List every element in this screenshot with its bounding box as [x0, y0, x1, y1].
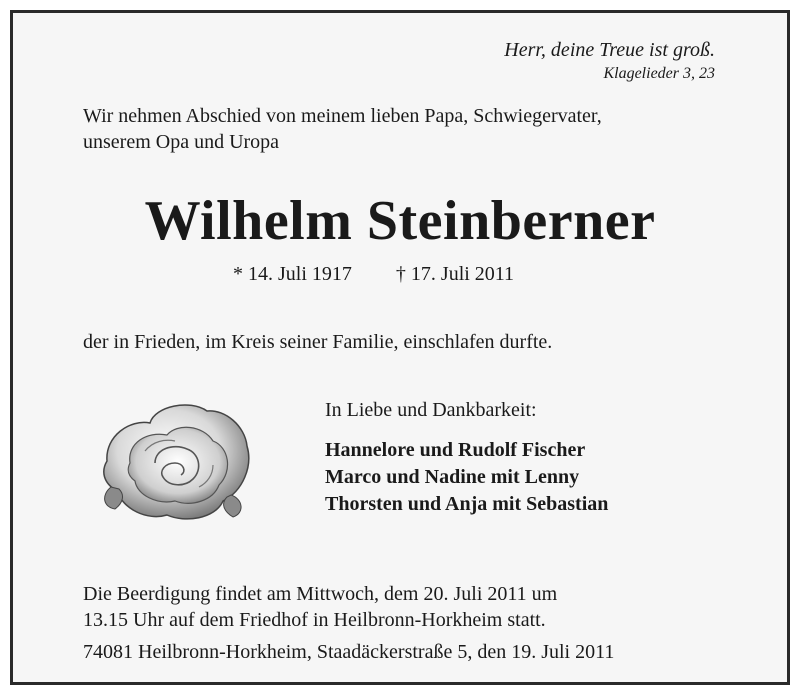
deceased-name: Wilhelm Steinberner [144, 190, 656, 252]
mourner-name: Thorsten und Anja mit Sebastian [325, 493, 609, 515]
place-date: 74081 Heilbronn-Horkheim, Staadäckerstraße 5, den 19. Juli 2011 [83, 641, 615, 663]
obituary-frame [10, 10, 790, 685]
verse-reference: Klagelieder 3, 23 [603, 65, 715, 82]
funeral-line: 13.15 Uhr auf dem Friedhof in Heilbronn-Horkheim statt. [83, 609, 546, 631]
verse-text: Herr, deine Treue ist groß. [504, 39, 715, 61]
mourner-name: Hannelore und Rudolf Fischer [325, 439, 586, 461]
intro-line: unserem Opa und Uropa [83, 131, 280, 153]
death-date: † 17. Juli 2011 [395, 263, 515, 285]
mourners-block [325, 397, 608, 518]
birth-date: * 14. Juli 1917 [233, 263, 352, 285]
funeral-info [83, 581, 557, 633]
life-dates [233, 263, 514, 286]
rose-icon [95, 391, 255, 526]
bible-verse [504, 37, 715, 85]
mourners-names [325, 437, 608, 518]
mourner-name: Marco und Nadine mit Lenny [325, 466, 580, 488]
intro-text [83, 103, 602, 155]
intro-line: Wir nehmen Abschied von meinem lieben Papa, Schwiegervater, [83, 105, 602, 127]
funeral-line: Die Beerdigung findet am Mittwoch, dem 20. Juli 2011 um [83, 583, 558, 605]
mourners-heading: In Liebe und Dankbarkeit: [325, 399, 537, 421]
peace-text: der in Frieden, im Kreis seiner Familie, einschlafen durfte. [83, 331, 553, 353]
